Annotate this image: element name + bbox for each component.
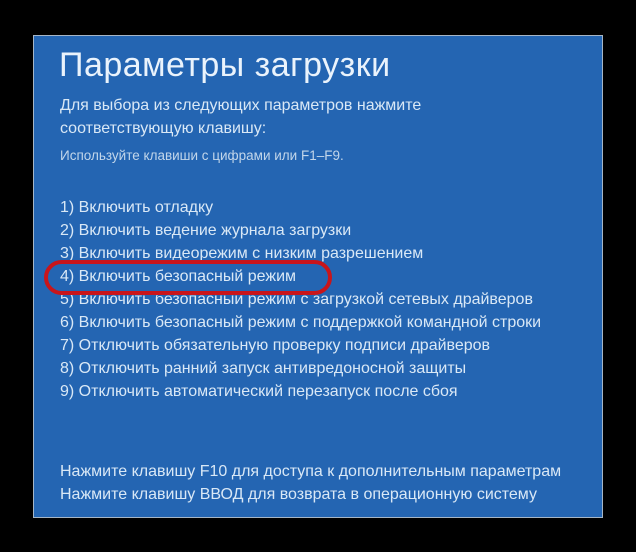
boot-option-4-safe-mode[interactable]: 4) Включить безопасный режим: [60, 268, 297, 285]
boot-options-list: [60, 196, 541, 403]
boot-option-7[interactable]: 7) Отключить обязательную проверку подписи драйверов: [60, 337, 491, 354]
boot-option-8[interactable]: 8) Отключить ранний запуск антивредоносной защиты: [60, 360, 467, 377]
boot-option-1[interactable]: 1) Включить отладку: [60, 199, 214, 216]
page-title: Параметры загрузки: [59, 46, 391, 84]
boot-option-5[interactable]: 5) Включить безопасный режим с загрузкой сетевых драйверов: [60, 291, 533, 308]
startup-settings-panel: [33, 35, 603, 518]
instruction-text: Для выбора из следующих параметров нажмите соответствующую клавишу:: [60, 97, 422, 137]
footer-hint-enter: Нажмите клавишу ВВОД для возврата в операционную систему: [60, 486, 537, 503]
boot-option-9[interactable]: 9) Отключить автоматический перезапуск после сбоя: [60, 383, 458, 400]
boot-option-3[interactable]: 3) Включить видеорежим с низким разрешением: [60, 245, 424, 262]
boot-option-6[interactable]: 6) Включить безопасный режим с поддержкой командной строки: [60, 314, 542, 331]
footer-hints: [60, 460, 561, 506]
keys-hint-text: Используйте клавиши с цифрами или F1–F9.: [60, 148, 344, 163]
footer-hint-f10: Нажмите клавишу F10 для доступа к дополнительным параметрам: [60, 463, 562, 480]
boot-option-2[interactable]: 2) Включить ведение журнала загрузки: [60, 222, 352, 239]
